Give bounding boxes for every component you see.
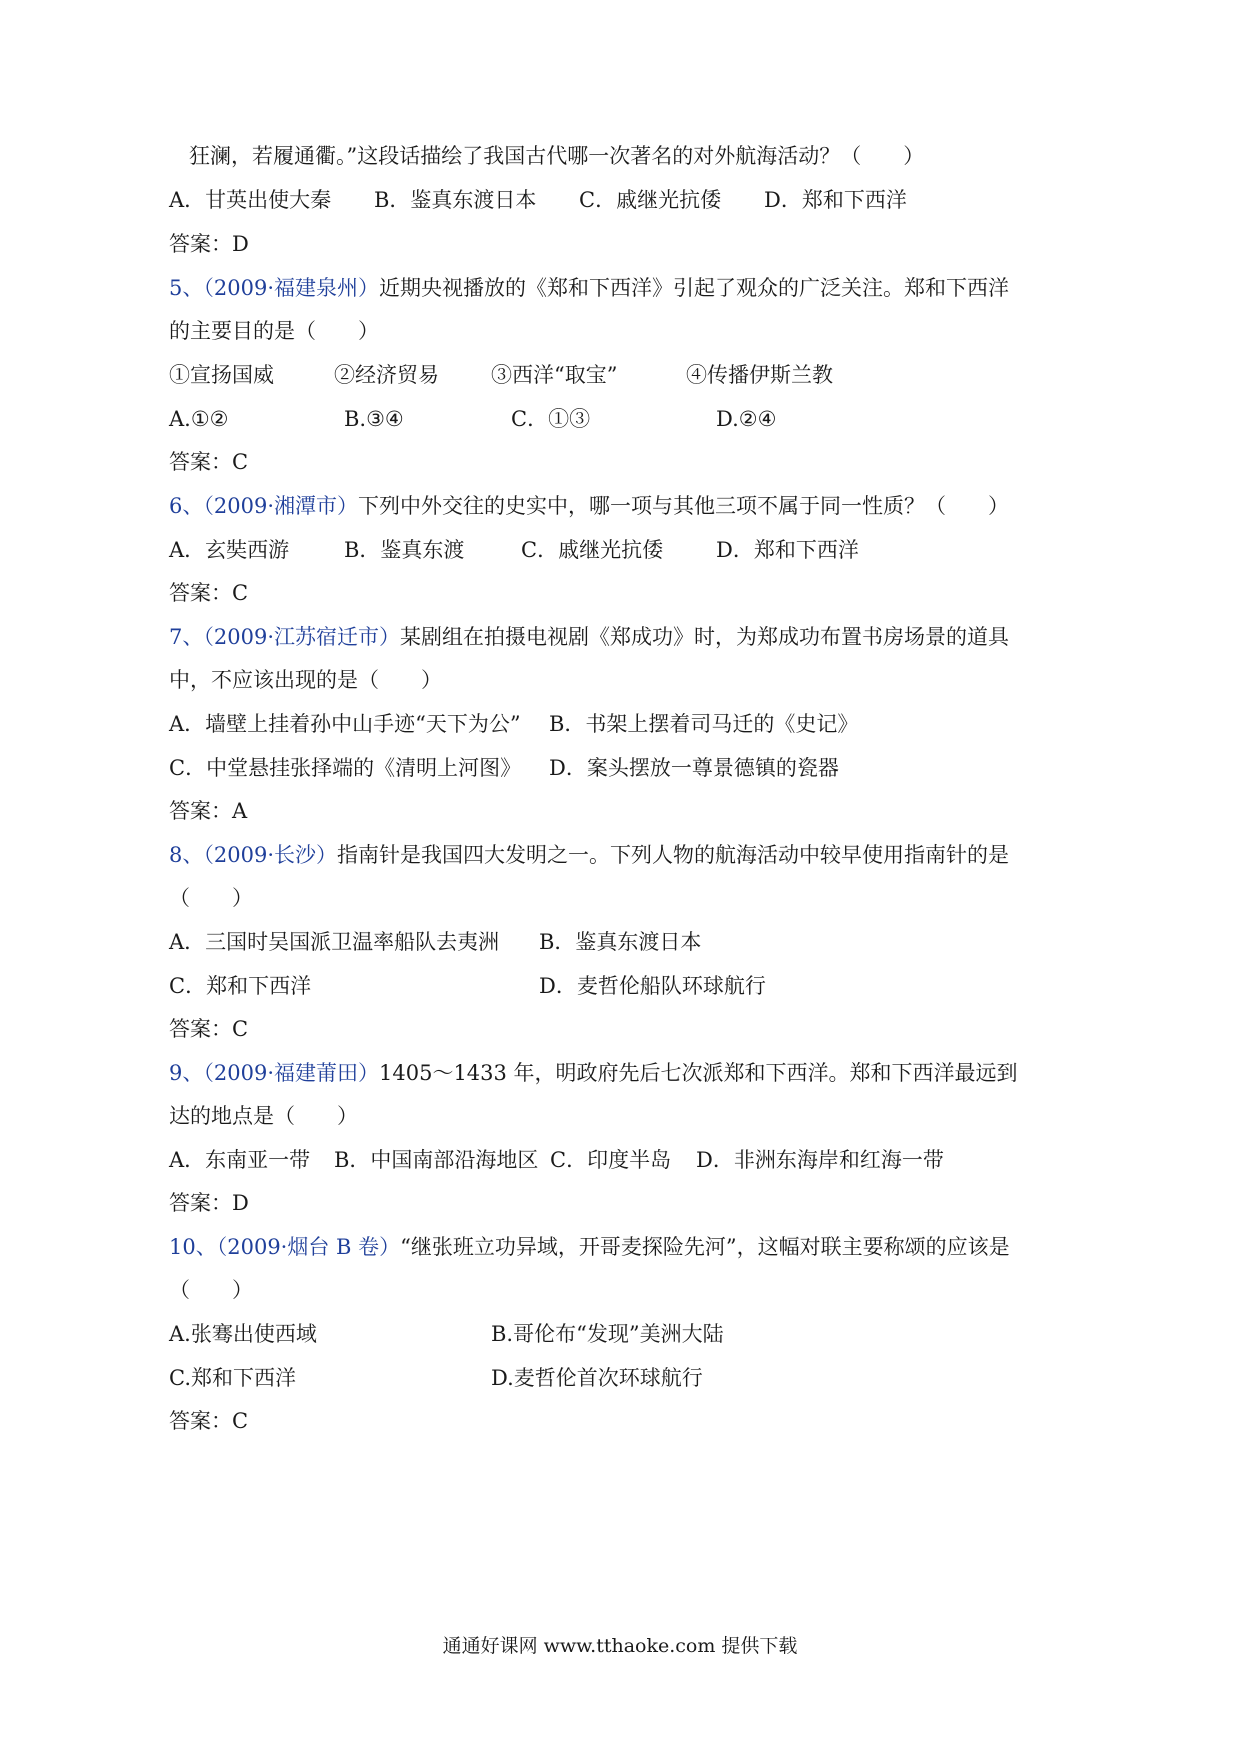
q8-stem-line2: （ ） bbox=[169, 886, 253, 910]
q10-option-c: C.郑和下西洋 bbox=[169, 1366, 296, 1390]
q6-option-a: A．玄奘西游 bbox=[169, 538, 290, 562]
q9-stem bbox=[169, 1058, 1018, 1088]
q9-source: （2009·福建莆田） bbox=[203, 1061, 379, 1085]
q5-number: 5、 bbox=[169, 276, 204, 300]
q9-stem-line2: 达的地点是（ ） bbox=[169, 1104, 358, 1128]
page-footer: 通通好课网 www.tthaoke.com 提供下载 bbox=[442, 1635, 798, 1657]
q8-option-d: D．麦哲伦船队环球航行 bbox=[539, 974, 766, 998]
q5-item-1: ①宣扬国威 bbox=[169, 363, 274, 387]
q7-source: （2009·江苏宿迁市） bbox=[203, 625, 400, 649]
q5-item-3: ③西洋“取宝” bbox=[491, 363, 618, 387]
q4-option-a: A．甘英出使大秦 bbox=[169, 188, 332, 212]
q5-option-c: C．①③ bbox=[511, 407, 591, 431]
q8-answer: 答案：C bbox=[169, 1017, 249, 1041]
q10-stem-line2: （ ） bbox=[169, 1278, 253, 1302]
q8-number: 8、 bbox=[169, 843, 204, 867]
q10-number: 10、 bbox=[169, 1235, 217, 1259]
q5-item-4: ④传播伊斯兰教 bbox=[686, 363, 833, 387]
q10-stem bbox=[169, 1232, 1010, 1262]
q6-option-c: C．戚继光抗倭 bbox=[521, 538, 664, 562]
q4-option-c: C．戚继光抗倭 bbox=[579, 188, 722, 212]
q9-answer: 答案：D bbox=[169, 1191, 249, 1215]
q7-option-a: A．墙壁上挂着孙中山手迹“天下为公” bbox=[169, 712, 521, 736]
q7-stem-text: 某剧组在拍摄电视剧《郑成功》时，为郑成功布置书房场景的道具 bbox=[400, 625, 1009, 649]
q8-option-a: A．三国时吴国派卫温率船队去夷洲 bbox=[169, 930, 500, 954]
q5-stem-text: 近期央视播放的《郑和下西洋》引起了观众的广泛关注。郑和下西洋 bbox=[379, 276, 1009, 300]
q8-stem bbox=[169, 840, 1009, 870]
q7-stem-line2: 中，不应该出现的是（ ） bbox=[169, 668, 442, 692]
q5-option-b: B.③④ bbox=[344, 407, 404, 431]
q4-option-d: D．郑和下西洋 bbox=[764, 188, 907, 212]
q9-stem-text: 1405～1433 年，明政府先后七次派郑和下西洋。郑和下西洋最远到 bbox=[379, 1061, 1018, 1085]
q8-stem-text: 指南针是我国四大发明之一。下列人物的航海活动中较早使用指南针的是 bbox=[337, 843, 1009, 867]
q5-source: （2009·福建泉州） bbox=[203, 276, 379, 300]
q9-number: 9、 bbox=[169, 1061, 204, 1085]
q5-stem bbox=[169, 273, 1009, 303]
q7-option-b: B．书架上摆着司马迁的《史记》 bbox=[549, 712, 859, 736]
q6-option-d: D．郑和下西洋 bbox=[716, 538, 859, 562]
q10-source: （2009·烟台 B 卷） bbox=[216, 1235, 401, 1259]
q6-number: 6、 bbox=[169, 494, 204, 518]
q4-option-b: B．鉴真东渡日本 bbox=[374, 188, 537, 212]
q6-answer: 答案：C bbox=[169, 581, 249, 605]
q7-option-d: D．案头摆放一尊景德镇的瓷器 bbox=[549, 756, 839, 780]
q7-option-c: C．中堂悬挂张择端的《清明上河图》 bbox=[169, 756, 522, 780]
q7-answer: 答案：A bbox=[169, 799, 248, 823]
q9-option-b: B．中国南部沿海地区 bbox=[334, 1148, 539, 1172]
q6-stem bbox=[169, 491, 1009, 521]
q8-source: （2009·长沙） bbox=[203, 843, 337, 867]
q7-stem bbox=[169, 622, 1009, 652]
q5-item-2: ②经济贸易 bbox=[334, 363, 439, 387]
q5-option-d: D.②④ bbox=[716, 407, 777, 431]
q10-option-b: B.哥伦布“发现”美洲大陆 bbox=[491, 1322, 724, 1346]
q5-stem-line2: 的主要目的是（ ） bbox=[169, 319, 379, 343]
q6-stem-text: 下列中外交往的史实中，哪一项与其他三项不属于同一性质？（ ） bbox=[358, 494, 1009, 518]
q10-option-a: A.张骞出使西域 bbox=[169, 1322, 317, 1346]
q9-option-a: A．东南亚一带 bbox=[169, 1148, 311, 1172]
q10-option-d: D.麦哲伦首次环球航行 bbox=[491, 1366, 703, 1390]
q6-source: （2009·湘潭市） bbox=[203, 494, 358, 518]
q4-answer: 答案：D bbox=[169, 232, 249, 256]
q7-number: 7、 bbox=[169, 625, 204, 649]
q6-option-b: B．鉴真东渡 bbox=[344, 538, 465, 562]
q8-option-c: C．郑和下西洋 bbox=[169, 974, 312, 998]
q8-option-b: B．鉴真东渡日本 bbox=[539, 930, 702, 954]
q5-option-a: A.①② bbox=[169, 407, 229, 431]
q10-stem-text: “继张班立功异域，开哥麦探险先河”，这幅对联主要称颂的应该是 bbox=[400, 1235, 1010, 1259]
q4-stem: 狂澜，若履通衢。”这段话描绘了我国古代哪一次著名的对外航海活动？（ ） bbox=[189, 144, 925, 168]
q10-answer: 答案：C bbox=[169, 1409, 249, 1433]
q9-option-c: C．印度半岛 bbox=[550, 1148, 672, 1172]
q9-option-d: D．非洲东海岸和红海一带 bbox=[696, 1148, 944, 1172]
q5-answer: 答案：C bbox=[169, 450, 249, 474]
